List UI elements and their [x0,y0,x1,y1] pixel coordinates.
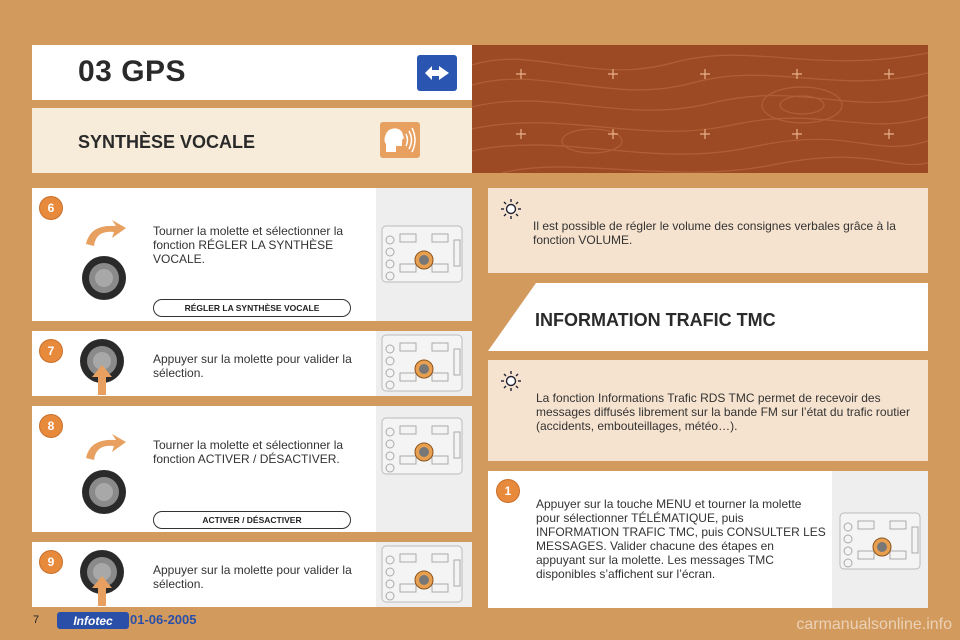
step-8-text: Tourner la molette et sélectionner la fonction ACTIVER / DÉSACTIVER. [153,438,344,466]
dial-press-icon [78,335,128,397]
dial-turn-icon [80,432,130,522]
tip-lightbulb-icon [500,198,522,220]
topographic-map-image [472,45,928,173]
step-7-text: Appuyer sur la molette pour valider la sélection. [153,352,352,380]
step-6-panel [32,188,472,321]
section-header-diagonal [488,283,536,351]
gps-navigation-icon [417,55,457,91]
step-badge: 8 [40,415,62,437]
step-6-text: Tourner la molette et sélectionner la fonction RÉGLER LA SYNTHÈSE VOCALE. [153,224,344,266]
dial-press-icon [78,546,128,608]
radio-panel-image [832,471,928,608]
tip-text: Il est possible de régler le volume des consignes verbales grâce à la fonction VOLUME. [533,219,896,247]
tip-lightbulb-icon [500,370,522,392]
step-8-panel [32,406,472,532]
step-badge: 6 [40,197,62,219]
section-title: INFORMATION TRAFIC TMC [535,310,776,330]
radio-panel-image [376,542,472,607]
step-9-panel [32,542,472,607]
tip-panel [488,360,928,461]
page-number: 7 [33,614,40,626]
step-badge: 7 [40,340,62,362]
page-title: 03 GPS [78,55,187,88]
section-title: SYNTHÈSE VOCALE [78,132,256,152]
step-1-text: Appuyer sur la touche MENU et tourner la molette pour sélectionner TÉLÉMATIQUE, puis INFORMATION TRAFIC TMC, puis CONSULTER LES MESSAGES. Valider chacune des étapes en appuyant sur la molette. Les messages TMC disponibles s’affichent sur l’écran. [536,497,826,581]
step-7-panel [32,331,472,396]
edition-date: 01-06-2005 [130,612,197,627]
section-header [488,283,928,351]
watermark: carmanualsonline.info [796,616,952,633]
menu-option-pill: ACTIVER / DÉSACTIVER [153,511,351,529]
radio-panel-image [376,331,472,396]
radio-panel-image [376,188,472,321]
radio-panel-image [376,406,472,532]
infotec-logo: Infotec [57,612,129,629]
step-9-text: Appuyer sur la molette pour valider la sélection. [153,563,352,591]
dial-turn-icon [80,218,130,308]
header-title-band [32,45,472,100]
tip-text: La fonction Informations Trafic RDS TMC permet de recevoir des messages diffusés librement sur la bande FM sur l’état du trafic routier (accidents, embouteillages, météo…). [536,391,910,433]
voice-speaking-icon [380,122,420,158]
menu-option-pill: RÉGLER LA SYNTHÈSE VOCALE [153,299,351,317]
tip-panel [488,188,928,273]
step-1-panel [488,471,928,608]
step-badge: 1 [497,480,519,502]
step-badge: 9 [40,551,62,573]
section-header [32,108,472,173]
